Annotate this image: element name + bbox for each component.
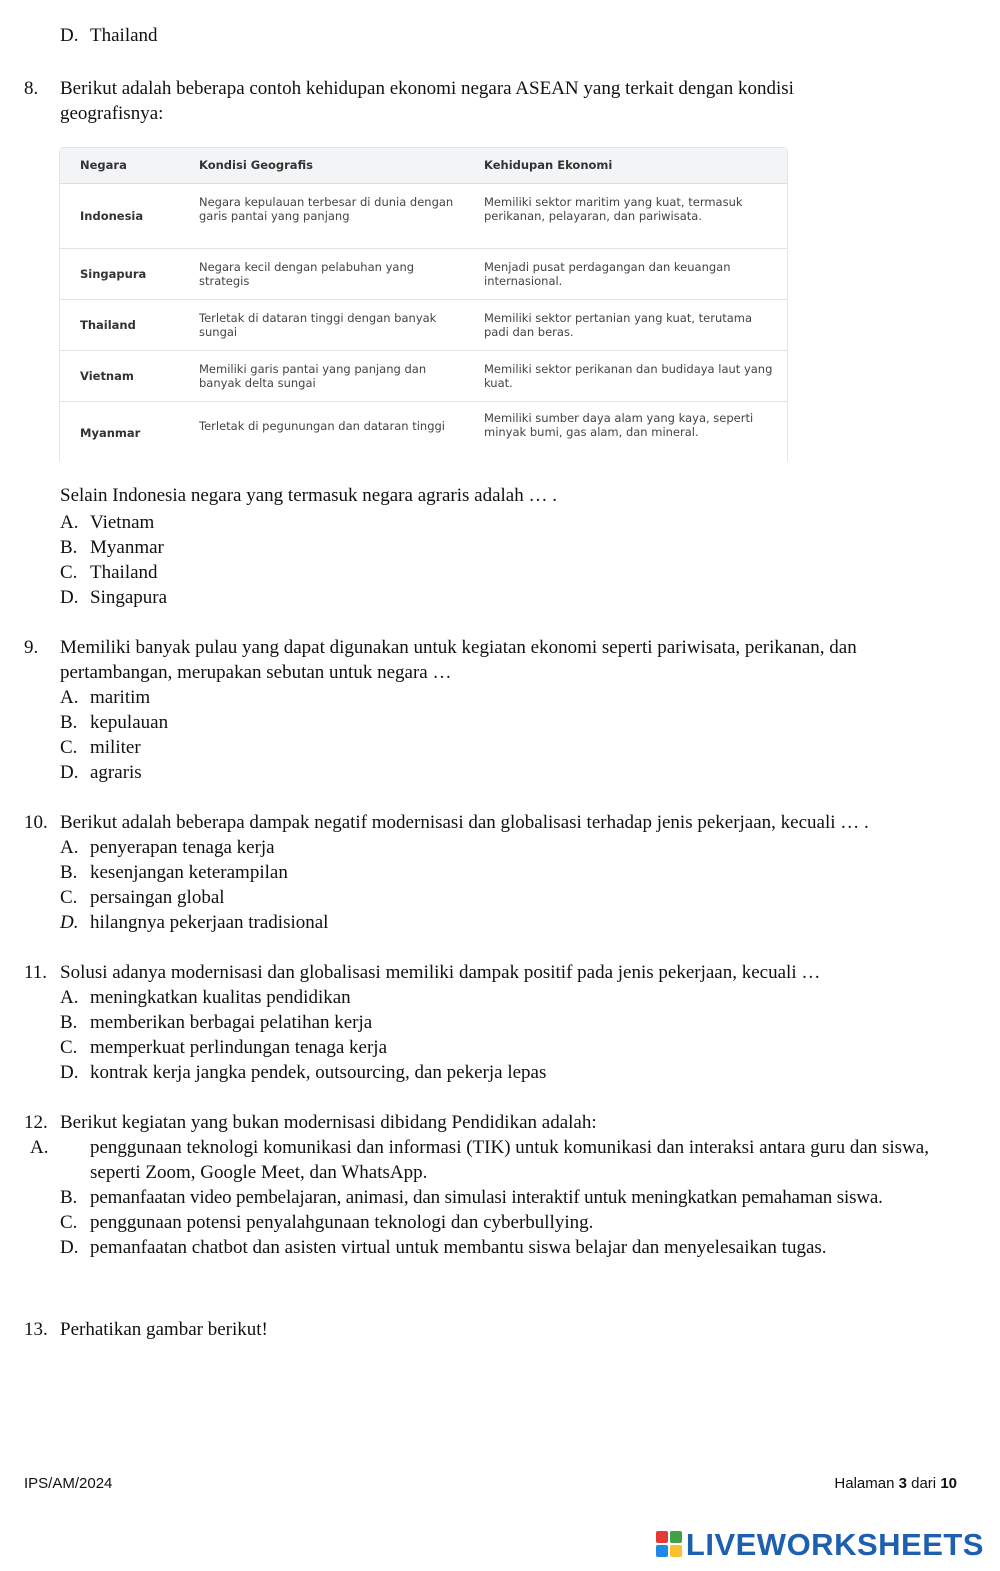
table-cell-country: Myanmar: [80, 426, 141, 440]
question-11-option-a[interactable]: [60, 985, 960, 1010]
brand-wordmark: LIVEWORKSHEETS: [685, 1526, 984, 1562]
option-letter: D.: [60, 762, 79, 783]
table-cell-country: Thailand: [80, 318, 136, 332]
page-current: 3: [898, 1475, 907, 1492]
option-letter: C.: [60, 737, 78, 758]
option-letter: C.: [60, 1037, 78, 1058]
footer-page-indicator: [834, 1471, 957, 1496]
option-text: meningkatkan kualitas pendidikan: [90, 987, 351, 1008]
table-cell-geography: Negara kepulauan terbesar di dunia dengan garis pantai yang panjang: [199, 195, 454, 223]
liveworksheets-logo-icon: [656, 1531, 682, 1557]
question-12-option-c[interactable]: [60, 1210, 960, 1235]
question-number-8: 8.: [24, 78, 39, 99]
option-text: pemanfaatan video pembelajaran, animasi, dan simulasi interaktif untuk meningkatkan pemahaman siswa.: [90, 1187, 883, 1208]
table-cell-geography: Negara kecil dengan pelabuhan yang strategis: [199, 260, 415, 288]
page-total: 10: [940, 1475, 957, 1492]
option-letter: D.: [60, 1062, 79, 1083]
question-number-10: 10.: [24, 812, 48, 833]
option-letter: D.: [60, 912, 79, 933]
page-label: Halaman: [834, 1475, 895, 1492]
question-12-option-b[interactable]: [60, 1185, 980, 1210]
option-letter: B.: [60, 712, 78, 733]
table-row: [60, 351, 787, 402]
question-number-13: 13.: [24, 1319, 48, 1340]
table-cell-geography: Terletak di dataran tinggi dengan banyak sungai: [199, 311, 437, 339]
question-9-option-d[interactable]: [60, 760, 960, 785]
option-letter: D.: [60, 25, 79, 46]
logo-square: [670, 1531, 682, 1543]
logo-square: [656, 1531, 668, 1543]
option-letter: B.: [60, 537, 78, 558]
option-text: Thailand: [90, 25, 158, 46]
question-10-option-b[interactable]: [60, 860, 960, 885]
option-letter: A.: [60, 687, 79, 708]
option-letter: C.: [60, 887, 78, 908]
option-text: memberikan berbagai pelatihan kerja: [90, 1012, 373, 1033]
question-10-option-a[interactable]: [60, 835, 960, 860]
table-row: [60, 402, 787, 461]
table-cell-country: Indonesia: [80, 209, 144, 223]
table-cell-geography: Memiliki garis pantai yang panjang dan banyak delta sungai: [199, 362, 427, 390]
option-text: kepulauan: [90, 712, 169, 733]
table-cell-economy: Memiliki sektor perikanan dan budidaya laut yang kuat.: [484, 362, 773, 390]
logo-square: [656, 1545, 668, 1557]
question-11-option-b[interactable]: [60, 1010, 960, 1035]
question-10-option-c[interactable]: [60, 885, 960, 910]
question-9-option-c[interactable]: [60, 735, 960, 760]
table-header-geography: Kondisi Geografis: [199, 158, 313, 172]
option-text: kesenjangan keterampilan: [90, 862, 288, 883]
option-text: militer: [90, 737, 141, 758]
table-cell-economy: Menjadi pusat perdagangan dan keuangan internasional.: [484, 260, 731, 288]
table-header-country: Negara: [80, 158, 127, 172]
option-text: kontrak kerja jangka pendek, outsourcing, dan pekerja lepas: [90, 1062, 547, 1083]
table-cell-economy: Memiliki sektor maritim yang kuat, termasuk perikanan, pelayaran, dan pariwisata.: [484, 195, 743, 223]
question-8-option-a[interactable]: [60, 510, 960, 535]
question-8-option-d[interactable]: [60, 585, 960, 610]
table-cell-economy: Memiliki sektor pertanian yang kuat, terutama padi dan beras.: [484, 311, 753, 339]
table-row: [60, 300, 787, 351]
question-12-option-a[interactable]: [30, 1135, 970, 1185]
question-9-stem: Memiliki banyak pulau yang dapat digunakan untuk kegiatan ekonomi seperti pariwisata, perikanan, dan pertambangan, merupakan sebutan untuk negara …: [60, 637, 857, 683]
option-text: penggunaan potensi penyalahgunaan teknologi dan cyberbullying.: [90, 1212, 594, 1233]
question-8-option-c[interactable]: [60, 560, 960, 585]
option-letter: D.: [60, 1237, 79, 1258]
logo-square: [670, 1545, 682, 1557]
option-letter: A.: [60, 987, 79, 1008]
option-text: persaingan global: [90, 887, 225, 908]
question-number-12: 12.: [24, 1112, 48, 1133]
table-header-row: [60, 148, 787, 184]
table-cell-country: Vietnam: [80, 369, 134, 383]
option-text: memperkuat perlindungan tenaga kerja: [90, 1037, 388, 1058]
question-12-stem: Berikut kegiatan yang bukan modernisasi dibidang Pendidikan adalah:: [60, 1112, 597, 1133]
question-number-9: 9.: [24, 637, 39, 658]
option-letter: A.: [30, 1137, 49, 1158]
question-11-option-d[interactable]: [60, 1060, 960, 1085]
question-13-stem: Perhatikan gambar berikut!: [60, 1319, 268, 1340]
question-11-option-c[interactable]: [60, 1035, 960, 1060]
option-letter: C.: [60, 562, 78, 583]
question-10-stem: Berikut adalah beberapa dampak negatif modernisasi dan globalisasi terhadap jenis pekerjaan, kecuali … .: [60, 812, 869, 833]
option-letter: B.: [60, 862, 78, 883]
table-cell-country: Singapura: [80, 267, 147, 281]
table-cell-geography: Terletak di pegunungan dan dataran tinggi: [199, 419, 445, 433]
option-text: maritim: [90, 687, 151, 708]
option-text: Myanmar: [90, 537, 164, 558]
option-letter: A.: [60, 512, 79, 533]
table-row: [60, 184, 787, 249]
page-of-label: dari: [911, 1475, 937, 1492]
question-8-prompt: Selain Indonesia negara yang termasuk negara agraris adalah … .: [60, 485, 557, 506]
option-letter: A.: [60, 837, 79, 858]
option-text: Thailand: [90, 562, 158, 583]
question-10-option-d[interactable]: [60, 910, 960, 935]
question-11-stem: Solusi adanya modernisasi dan globalisasi memiliki dampak positif pada jenis pekerjaan, kecuali …: [60, 962, 821, 983]
option-text: pemanfaatan chatbot dan asisten virtual untuk membantu siswa belajar dan menyelesaikan tugas.: [90, 1237, 827, 1258]
question-12-option-d[interactable]: [60, 1235, 960, 1260]
question-8-stem: Berikut adalah beberapa contoh kehidupan ekonomi negara ASEAN yang terkait dengan kondisi geografisnya:: [60, 78, 794, 124]
footer-code: IPS/AM/2024: [24, 1475, 113, 1492]
option-text: penyerapan tenaga kerja: [90, 837, 275, 858]
table-header-economy: Kehidupan Ekonomi: [484, 158, 613, 172]
question-8-option-b[interactable]: [60, 535, 960, 560]
option-letter: B.: [60, 1012, 78, 1033]
asean-economy-table: [59, 147, 788, 461]
table-row: [60, 249, 787, 300]
option-letter: C.: [60, 1212, 78, 1233]
prev-question-option-d[interactable]: [60, 23, 960, 48]
question-number-11: 11.: [24, 962, 48, 983]
question-9-option-a[interactable]: [60, 685, 960, 710]
question-9-option-b[interactable]: [60, 710, 960, 735]
option-letter: D.: [60, 587, 79, 608]
table-cell-economy: Memiliki sumber daya alam yang kaya, seperti minyak bumi, gas alam, dan mineral.: [484, 411, 754, 439]
option-letter: B.: [60, 1187, 78, 1208]
option-text: agraris: [90, 762, 142, 783]
option-text: Singapura: [90, 587, 168, 608]
option-text: penggunaan teknologi komunikasi dan informasi (TIK) untuk komunikasi dan interaksi antara guru dan siswa, seperti Zoom, Google Meet, dan WhatsApp.: [90, 1137, 929, 1183]
option-text: hilangnya pekerjaan tradisional: [90, 912, 329, 933]
option-text: Vietnam: [90, 512, 155, 533]
liveworksheets-brand[interactable]: [656, 1524, 984, 1564]
